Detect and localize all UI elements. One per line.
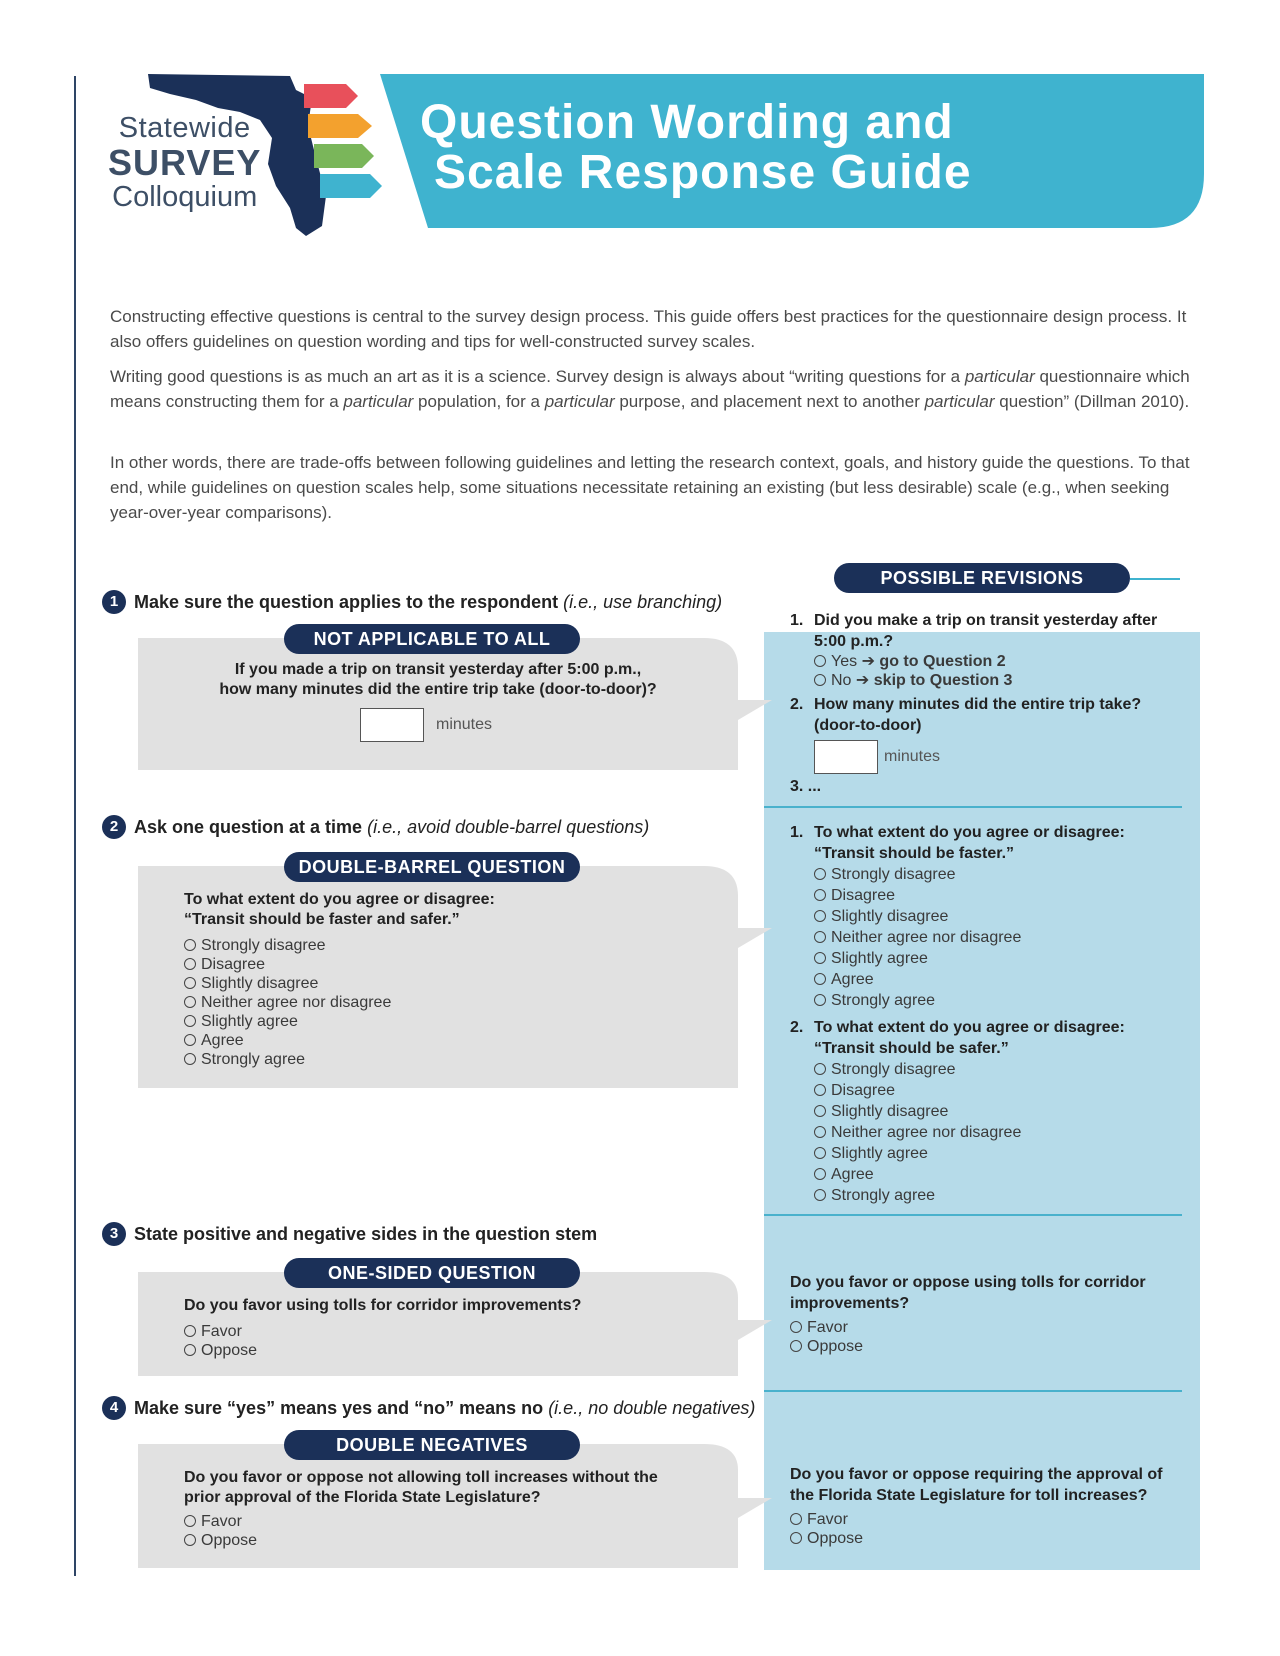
q2-rev1-option-label: Disagree <box>831 887 896 904</box>
q2-options <box>184 936 391 1069</box>
q1-question <box>138 660 738 700</box>
q1-minutes-label: minutes <box>436 716 493 734</box>
q2-option[interactable] <box>184 955 391 974</box>
radio-icon <box>814 1168 826 1180</box>
q2-rev2-option[interactable] <box>814 1143 1180 1164</box>
question-wording-heading-text: QUESTION WORDING CONSIDERATIONS <box>108 549 553 572</box>
q2-option-label: Agree <box>201 1032 244 1049</box>
radio-icon <box>814 889 826 901</box>
q2-rev1 <box>790 822 1180 843</box>
introduction-heading-text: INTRODUCTION <box>108 267 281 290</box>
question-wording-heading <box>76 544 582 578</box>
q3-option-label: Oppose <box>201 1342 258 1359</box>
q2-revision <box>790 822 1180 1206</box>
radio-icon <box>814 1105 826 1117</box>
q2-rev2-option-label: Agree <box>831 1166 874 1183</box>
intro-p2-d: particular <box>343 392 414 411</box>
q3-question: Do you favor using tolls for corridor improvements? <box>184 1297 582 1314</box>
intro-p2-c: questionnaire which means constructing them for a <box>110 367 1190 411</box>
possible-revisions-pill: POSSIBLE REVISIONS <box>834 563 1130 593</box>
q2-option[interactable] <box>184 993 391 1012</box>
page-title <box>420 98 972 199</box>
q3-revision <box>790 1272 1180 1356</box>
q2-rev2-option-label: Slightly disagree <box>831 1103 949 1120</box>
q4-rev-option-label: Oppose <box>807 1530 864 1547</box>
q3-rev-option-label: Oppose <box>807 1338 864 1355</box>
q2-rev1-options <box>790 864 1180 1011</box>
title-line2: Scale Response Guide <box>434 146 972 200</box>
q4-options <box>184 1512 257 1550</box>
intro-p2-a: Writing good questions is as much an art as it is a science. Survey design is always about “writing questions for a <box>110 367 965 386</box>
q2-option-label: Strongly disagree <box>201 937 326 954</box>
q2-rev1-option[interactable] <box>814 864 1180 885</box>
q1-rev-yes-label: Yes <box>831 653 858 670</box>
separator-2 <box>764 1214 1182 1216</box>
q2-pill: DOUBLE-BARREL QUESTION <box>284 852 580 882</box>
q1-rev-no-action: skip to Question 3 <box>873 672 1013 689</box>
radio-icon <box>790 1340 802 1352</box>
introduction-heading <box>76 262 308 296</box>
q4-option-label: Oppose <box>201 1532 258 1549</box>
q4-question-line2: prior approval of the Florida State Legislature? <box>184 1489 541 1506</box>
radio-icon <box>814 1063 826 1075</box>
q2-rev1-option-label: Slightly agree <box>831 950 928 967</box>
q1-question-line1: If you made a trip on transit yesterday after 5:00 p.m., <box>234 661 642 678</box>
q2-number: 2 <box>102 815 126 839</box>
q3-rev-option-label: Favor <box>807 1319 848 1336</box>
q3-rev-option-favor[interactable] <box>790 1318 1180 1337</box>
q1-rev-yes[interactable] <box>790 652 1180 671</box>
q2-example-box <box>138 852 738 1088</box>
q2-rev1-option-label: Strongly agree <box>831 992 936 1009</box>
q2-rev1-option[interactable] <box>814 990 1180 1011</box>
q3-option-oppose[interactable] <box>184 1341 257 1360</box>
intro-p2-h: particular <box>924 392 995 411</box>
intro-p2-i: question” (Dillman 2010). <box>994 392 1190 411</box>
q1-rev2-minutes-input[interactable] <box>814 740 878 774</box>
q3-rev-option-oppose[interactable] <box>790 1337 1180 1356</box>
q1-rev1-text-2: 5:00 p.m.? <box>814 633 894 650</box>
q1-revision <box>790 610 1180 797</box>
q2-hint: (i.e., avoid double-barrel questions) <box>367 816 650 837</box>
separator-3 <box>764 1390 1182 1392</box>
q4-option-oppose[interactable] <box>184 1531 257 1550</box>
q1-rev-no[interactable] <box>790 671 1180 690</box>
q2-rev1-option-label: Slightly disagree <box>831 908 949 925</box>
q2-question <box>184 890 495 930</box>
q4-pill: DOUBLE NEGATIVES <box>284 1430 580 1460</box>
q2-rev2-option[interactable] <box>814 1164 1180 1185</box>
q2-rev2-options <box>790 1059 1180 1206</box>
q1-number: 1 <box>102 590 126 614</box>
q2-option[interactable] <box>184 1031 391 1050</box>
logo-text <box>108 114 261 212</box>
logo-line2: SURVEY <box>108 142 262 183</box>
radio-icon <box>814 910 826 922</box>
q4-example-box <box>138 1430 738 1568</box>
q1-rev2 <box>790 694 1180 715</box>
q3-pill: ONE-SIDED QUESTION <box>284 1258 580 1288</box>
q1-rev2-text: How many minutes did the entire trip take? <box>814 696 1142 713</box>
q2-rev1-option[interactable] <box>814 948 1180 969</box>
title-line1: Question Wording and <box>420 96 954 149</box>
left-rule <box>74 76 76 1576</box>
q2-rev2-option[interactable] <box>814 1101 1180 1122</box>
q2-question-line1: To what extent do you agree or disagree: <box>184 891 495 908</box>
q2-rev2-option[interactable] <box>814 1059 1180 1080</box>
q4-title: Make sure “yes” means yes and “no” means no <box>134 1397 544 1418</box>
q2-option[interactable] <box>184 1050 391 1069</box>
radio-icon <box>184 977 196 989</box>
q1-rev2-field <box>790 740 1180 774</box>
q2-option[interactable] <box>184 1012 391 1031</box>
radio-icon <box>814 868 826 880</box>
q4-question <box>184 1468 658 1508</box>
q1-question-line2: how many minutes did the entire trip take (door-to-door)? <box>219 681 657 698</box>
q4-option-label: Favor <box>201 1513 242 1530</box>
radio-icon <box>184 996 196 1008</box>
q4-number: 4 <box>102 1396 126 1420</box>
q1-minutes-input[interactable] <box>360 708 424 742</box>
q4-rev-line2: the Florida State Legislature for toll increases? <box>790 1487 1148 1504</box>
q2-rev1-option[interactable] <box>814 885 1180 906</box>
q1-rev2-num: 2. <box>790 696 804 713</box>
q2-option-label: Slightly disagree <box>201 975 319 992</box>
intro-paragraph-3: In other words, there are trade-offs between following guidelines and letting the research context, goals, and history guide the questions. To that end, while guidelines on question scales help, some situations necessitate retaining an existing (but less desirable) scale (e.g., when seeking year-over-year comparisons). <box>110 453 1190 522</box>
intro-paragraph-2 <box>110 364 1195 414</box>
q1-rev1 <box>790 610 1180 631</box>
q2-rev1-option-label: Agree <box>831 971 874 988</box>
q2-rev2-option-label: Strongly agree <box>831 1187 936 1204</box>
q2-rev1-text-2: “Transit should be faster.” <box>814 845 1015 862</box>
radio-icon <box>814 931 826 943</box>
logo-line1: Statewide <box>118 112 251 144</box>
q2-rev2-option-label: Neither agree nor disagree <box>831 1124 1022 1141</box>
q1-heading <box>102 590 722 614</box>
q1-rev2-text-2: (door-to-door) <box>814 717 922 734</box>
q4-rev-option-label: Favor <box>807 1511 848 1528</box>
q3-title: State positive and negative sides in the question stem <box>134 1223 598 1244</box>
radio-icon <box>814 973 826 985</box>
radio-icon <box>790 1532 802 1544</box>
q2-rev1-option-label: Neither agree nor disagree <box>831 929 1022 946</box>
q2-rev2-option-label: Slightly agree <box>831 1145 928 1162</box>
q4-option-favor[interactable] <box>184 1512 257 1531</box>
q2-option-label: Disagree <box>201 956 266 973</box>
q1-rev-no-label: No <box>831 672 852 689</box>
q3-rev-line2: improvements? <box>790 1295 910 1312</box>
radio-icon <box>184 1515 196 1527</box>
q1-rev-yes-action: go to Question 2 <box>879 653 1006 670</box>
radio-icon <box>814 1084 826 1096</box>
q1-pill: NOT APPLICABLE TO ALL <box>284 624 580 654</box>
arrow-right-icon: ➔ <box>855 672 870 689</box>
q2-option-label: Slightly agree <box>201 1013 298 1030</box>
q1-rev3: 3. ... <box>790 778 822 795</box>
q2-rev2-option[interactable] <box>814 1185 1180 1206</box>
intro-paragraph-1: Constructing effective questions is central to the survey design process. This guide offers best practices for the questionnaire design process. It also offers guidelines on question wording and tips for well-constructed survey scales. <box>110 307 1187 351</box>
q2-rev2-option-label: Disagree <box>831 1082 896 1099</box>
q2-rev2 <box>790 1017 1180 1038</box>
q2-rev2-text: To what extent do you agree or disagree: <box>814 1019 1125 1036</box>
radio-icon <box>814 1189 826 1201</box>
q1-minutes-field <box>360 708 492 742</box>
radio-icon <box>790 1321 802 1333</box>
q1-title: Make sure the question applies to the respondent <box>134 591 559 612</box>
logo-line3: Colloquium <box>112 181 258 213</box>
q1-rev2-minutes-label: minutes <box>884 748 941 766</box>
q2-heading <box>102 815 649 839</box>
radio-icon <box>814 1147 826 1159</box>
q2-rev2-option-label: Strongly disagree <box>831 1061 956 1078</box>
q2-rev1-option[interactable] <box>814 906 1180 927</box>
q4-hint: (i.e., no double negatives) <box>548 1397 756 1418</box>
q4-revision <box>790 1464 1190 1548</box>
revisions-rule <box>1130 578 1180 580</box>
q2-rev2-option[interactable] <box>814 1080 1180 1101</box>
q3-options <box>184 1322 257 1360</box>
q3-heading <box>102 1222 597 1246</box>
radio-icon <box>184 1034 196 1046</box>
q2-rev1-option[interactable] <box>814 969 1180 990</box>
q2-question-line2: “Transit should be faster and safer.” <box>184 911 460 928</box>
arrow-right-icon: ➔ <box>861 653 875 670</box>
q2-option[interactable] <box>184 974 391 993</box>
q4-heading <box>102 1396 755 1420</box>
q2-rev2-num: 2. <box>790 1019 804 1036</box>
intro-p2-b: particular <box>964 367 1035 386</box>
q3-rev-line1: Do you favor or oppose using tolls for corridor <box>790 1274 1146 1291</box>
q2-option-label: Neither agree nor disagree <box>201 994 392 1011</box>
q2-option-label: Strongly agree <box>201 1051 306 1068</box>
q4-rev-option-favor[interactable] <box>790 1510 1190 1529</box>
radio-icon <box>814 674 826 686</box>
q1-rev1-text: Did you make a trip on transit yesterday after <box>814 612 1158 629</box>
q2-option[interactable] <box>184 936 391 955</box>
radio-icon <box>814 952 826 964</box>
radio-icon <box>184 1344 196 1356</box>
radio-icon <box>790 1513 802 1525</box>
radio-icon <box>184 1534 196 1546</box>
q2-rev2-text-2: “Transit should be safer.” <box>814 1040 1009 1057</box>
radio-icon <box>184 939 196 951</box>
q3-option-favor[interactable] <box>184 1322 257 1341</box>
q2-rev1-option-label: Strongly disagree <box>831 866 956 883</box>
radio-icon <box>184 1325 196 1337</box>
radio-icon <box>184 1015 196 1027</box>
intro-p2-f: particular <box>544 392 615 411</box>
q2-rev1-text: To what extent do you agree or disagree: <box>814 824 1125 841</box>
q4-question-line1: Do you favor or oppose not allowing toll increases without the <box>184 1469 658 1486</box>
intro-p2-g: purpose, and placement next to another <box>614 392 925 411</box>
separator-1 <box>764 806 1182 808</box>
radio-icon <box>814 994 826 1006</box>
q2-rev1-num: 1. <box>790 824 804 841</box>
radio-icon <box>814 655 826 667</box>
q1-rev1-num: 1. <box>790 612 804 629</box>
q2-rev2-option[interactable] <box>814 1122 1180 1143</box>
q2-rev1-option[interactable] <box>814 927 1180 948</box>
radio-icon <box>814 1126 826 1138</box>
q4-rev-line1: Do you favor or oppose requiring the approval of <box>790 1466 1163 1483</box>
q1-hint: (i.e., use branching) <box>563 591 723 612</box>
q3-number: 3 <box>102 1222 126 1246</box>
q2-title: Ask one question at a time <box>134 816 363 837</box>
radio-icon <box>184 1053 196 1065</box>
q1-example-box <box>138 624 738 770</box>
q4-rev-option-oppose[interactable] <box>790 1529 1190 1548</box>
q3-example-box <box>138 1258 738 1376</box>
radio-icon <box>184 958 196 970</box>
q3-option-label: Favor <box>201 1323 242 1340</box>
intro-p2-e: population, for a <box>413 392 545 411</box>
